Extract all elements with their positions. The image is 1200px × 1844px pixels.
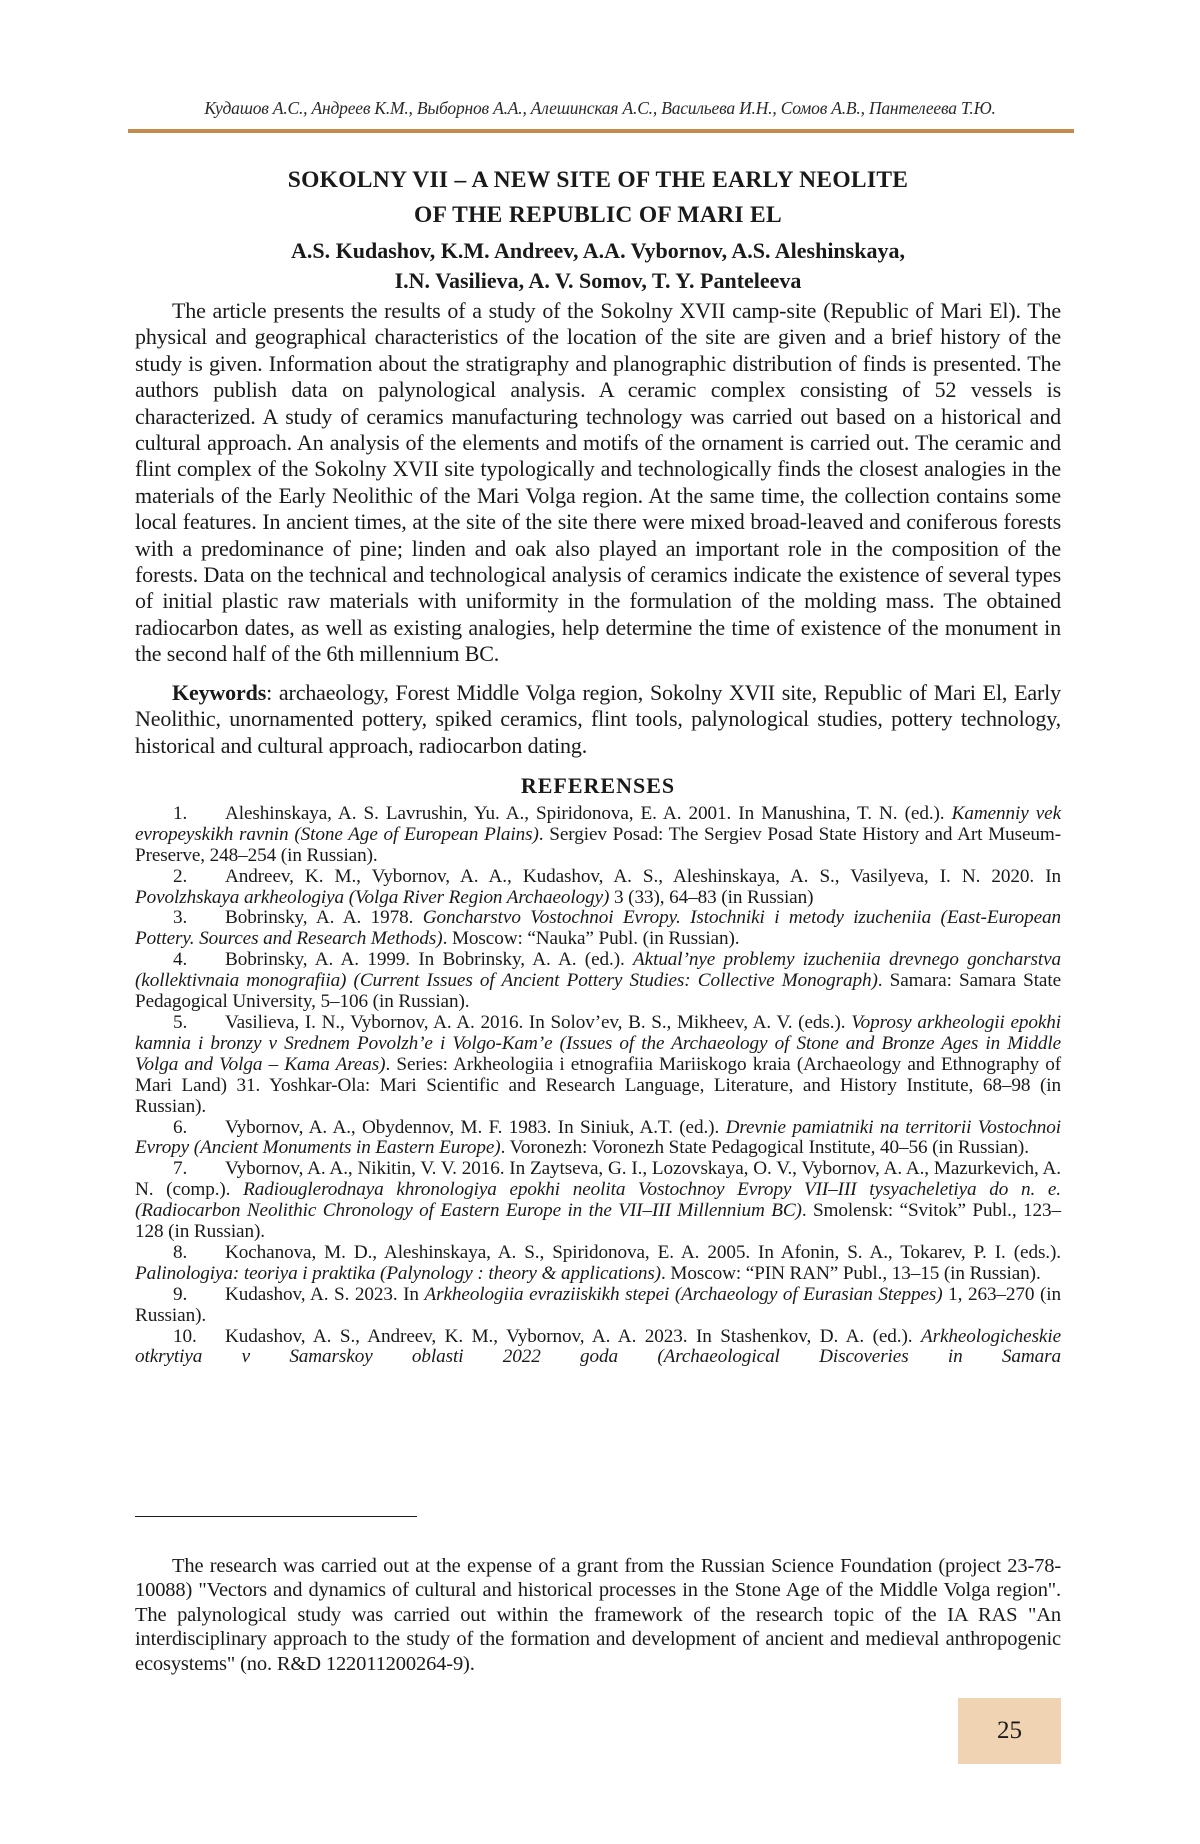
reference-item: 4. Bobrinsky, A. A. 1999. In Bobrinsky, A. A. (ed.). Aktual’nye problemy izucheniia drevnego goncharstva (kollektivnaia monografiia) (Current Issues of Ancient Pottery Studies: Collective Monograph). Samara: Samara State Pedagogical University, 5–106 (in Russian).	[135, 949, 1061, 1013]
reference-number: 6.	[173, 1116, 188, 1138]
reference-number: 9.	[173, 1283, 188, 1305]
header-rule	[128, 129, 1074, 133]
reference-title: Drevnie pamiatniki na territorii Vostochnoi Evropy (Ancient Monuments in Eastern Europe)	[135, 1116, 1061, 1159]
reference-item: 8. Kochanova, M. D., Aleshinskaya, A. S., Spiridonova, E. A. 2005. In Afonin, S. A., Tokarev, P. I. (eds.). Palinologiya: teoriya i praktika (Palynology : theory & applications). Moscow: “PIN RAN” Publ., 13–15 (in Russian).	[135, 1241, 1061, 1284]
title-line-2: OF THE REPUBLIC OF MARI EL	[414, 202, 782, 228]
reference-item: 5. Vasilieva, I. N., Vybornov, A. A. 2016. In Solov’ev, B. S., Mikheev, A. V. (eds.). Voprosy arkheologii epokhi kamnia i bronzy v Srednem Povolzh’e i Volgo-Kam’e (Issues of the Archaeology of Stone and Bronze Ages in Middle Volga and Volga – Kama Areas). Series: Arkheologiia i etnografiia Mariiskogo kraia (Archaeology and Ethnography of Mari Land) 31. Yoshkar-Ola: Mari Scientific and Research Language, Literature, and History Institute, 68–98 (in Russian).	[135, 1011, 1061, 1117]
reference-list	[135, 804, 1061, 1368]
reference-title: Radiouglerodnaya khronologiya epokhi neolita Vostochnoy Evropy VII–III tysyacheletiya do n. e. (Radiocarbon Neolithic Chronology of Eastern Europe in the VII–III Millennium BC)	[135, 1179, 1061, 1222]
page-number-box	[958, 1698, 1061, 1764]
reference-item: 9. Kudashov, A. S. 2023. In Arkheologiia evraziiskikh stepei (Archaeology of Eurasian Steppes) 1, 263–270 (in Russian).	[135, 1283, 1062, 1326]
reference-item: 2. Andreev, K. M., Vybornov, A. A., Kudashov, A. S., Aleshinskaya, A. S., Vasilyeva, I. N. 2020. In Povolzhskaya arkheologiya (Volga River Region Archaeology) 3 (33), 64–83 (in Russian)	[135, 865, 1061, 908]
reference-title: Goncharstvo Vostochnoi Evropy. Istochniki i metody izucheniia (East-European Pottery. Sources and Research Methods)	[135, 907, 1061, 950]
page-number: 25	[997, 1717, 1022, 1744]
authors-line-1: A.S. Kudashov, K.M. Andreev, A.A. Vybornov, A.S. Aleshinskaya,	[291, 238, 905, 263]
reference-title: Arkheologicheskie otkrytiya v Samarskoy oblasti 2022 goda (Archaeological Discoveries in Samara	[135, 1326, 1061, 1368]
reference-number: 10.	[173, 1326, 197, 1347]
reference-title: Kamenniy vek evropeyskikh ravnin (Stone Age of European Plains)	[135, 802, 1061, 845]
reference-title: Povolzhskaya arkheologiya (Volga River Region Archaeology)	[135, 886, 610, 908]
reference-number: 2.	[173, 865, 188, 887]
reference-item: 6. Vybornov, A. A., Obydennov, M. F. 1983. In Siniuk, A.T. (ed.). Drevnie pamiatniki na territorii Vostochnoi Evropy (Ancient Monuments in Eastern Europe). Voronezh: Voronezh State Pedagogical Institute, 40–56 (in Russian).	[135, 1116, 1061, 1159]
author-list	[135, 236, 1061, 296]
article-title	[135, 163, 1061, 233]
references-heading: REFERENSES	[520, 772, 676, 798]
reference-number: 7.	[173, 1158, 188, 1180]
reference-number: 5.	[173, 1011, 188, 1033]
keywords-text: : archaeology, Forest Middle Volga region, Sokolny XVII site, Republic of Mari El, Early Neolithic, unornamented pottery, spiked ceramics, flint tools, palynological studies, pottery technology, historical and cultural approach, radiocarbon dating.	[135, 679, 1061, 758]
reference-title: Aktual’nye problemy izucheniia drevnego goncharstva (kollektivnaia monografiia) (Current Issues of Ancient Pottery Studies: Collective Monograph)	[135, 949, 1061, 992]
keywords-label: Keywords	[172, 679, 267, 705]
funding-footnote: The research was carried out at the expense of a grant from the Russian Science Foundation (project 23-78-10088) "Vectors and dynamics of cultural and historical processes in the Stone Age of the Middle Volga region". The palynological study was carried out within the framework of the research topic of the IA RAS "An interdisciplinary approach to the study of the formation and development of ancient and medieval anthropogenic ecosystems" (no. R&D 122011200264-9).	[135, 1555, 1061, 1675]
article-body	[135, 163, 1061, 1368]
reference-item: 10. Kudashov, A. S., Andreev, K. M., Vybornov, A. A. 2023. In Stashenkov, D. A. (ed.). Arkheologicheskie otkrytiya v Samarskoy oblasti 2022 goda (Archaeological Discoveries in Samara	[135, 1326, 1061, 1368]
footnote-separator	[135, 1516, 417, 1517]
keywords-paragraph	[135, 680, 1061, 759]
reference-number: 8.	[173, 1241, 188, 1263]
reference-item: 7. Vybornov, A. A., Nikitin, V. V. 2016. In Zaytseva, G. I., Lozovskaya, O. V., Vybornov, A. A., Mazurkevich, A. N. (comp.). Radiouglerodnaya khronologiya epokhi neolita Vostochnoy Evropy VII–III tysyacheletiya do n. e. (Radiocarbon Neolithic Chronology of Eastern Europe in the VII–III Millennium BC). Smolensk: “Svitok” Publ., 123–128 (in Russian).	[135, 1158, 1061, 1243]
reference-number: 4.	[173, 949, 188, 971]
reference-title: Arkheologiia evraziiskikh stepei (Archaeology of Eurasian Steppes)	[424, 1283, 943, 1305]
reference-item: 3. Bobrinsky, A. A. 1978. Goncharstvo Vostochnoi Evropy. Istochniki i metody izucheniia (East-European Pottery. Sources and Research Methods). Moscow: “Nauka” Publ. (in Russian).	[135, 907, 1061, 950]
reference-title: Voprosy arkheologii epokhi kamnia i bronzy v Srednem Povolzh’e i Volgo-Kam’e (Issues of the Archaeology of Stone and Bronze Ages in Middle Volga and Volga – Kama Areas)	[135, 1011, 1061, 1075]
running-head: Кудашов А.С., Андреев К.М., Выборнов А.А., Алешинская А.С., Васильева И.Н., Сомов А.В., Пантелеева Т.Ю.	[204, 98, 996, 118]
reference-number: 1.	[173, 802, 188, 824]
authors-line-2: I.N. Vasilieva, A. V. Somov, T. Y. Panteleeva	[394, 268, 802, 293]
reference-number: 3.	[173, 907, 188, 929]
reference-title: Palinologiya: teoriya i praktika (Palynology : theory & applications)	[135, 1262, 661, 1284]
reference-item: 1. Aleshinskaya, A. S. Lavrushin, Yu. A., Spiridonova, E. A. 2001. In Manushina, T. N. (ed.). Kamenniy vek evropeyskikh ravnin (Stone Age of European Plains). Sergiev Posad: The Sergiev Posad State History and Art Museum-Preserve, 248–254 (in Russian).	[135, 802, 1062, 866]
title-line-1: SOKOLNY VII – A NEW SITE OF THE EARLY NEOLITE	[287, 167, 909, 193]
abstract-paragraph: The article presents the results of a study of the Sokolny XVII camp-site (Republic of Mari El). The physical and geographical characteristics of the location of the site are given and a brief history of the study is given. Information about the stratigraphy and planographic distribution of finds is presented. The authors publish data on palynological analysis. A ceramic complex consisting of 52 vessels is characterized. A study of ceramics manufacturing technology was carried out based on a historical and cultural approach. An analysis of the elements and motifs of the ornament is carried out. The ceramic and flint complex of the Sokolny XVII site typologically and technologically finds the closest analogies in the materials of the Early Neolithic of the Mari Volga region. At the same time, the collection contains some local features. In ancient times, at the site of the site there were mixed broad-leaved and coniferous forests with a predominance of pine; linden and oak also played an important role in the composition of the forests. Data on the technical and technological analysis of ceramics indicate the existence of several types of initial plastic raw materials with uniformity in the formulation of the molding mass. The obtained radiocarbon dates, as well as existing analogies, help determine the time of existence of the monument in the second half of the 6th millennium BC.	[135, 298, 1061, 667]
